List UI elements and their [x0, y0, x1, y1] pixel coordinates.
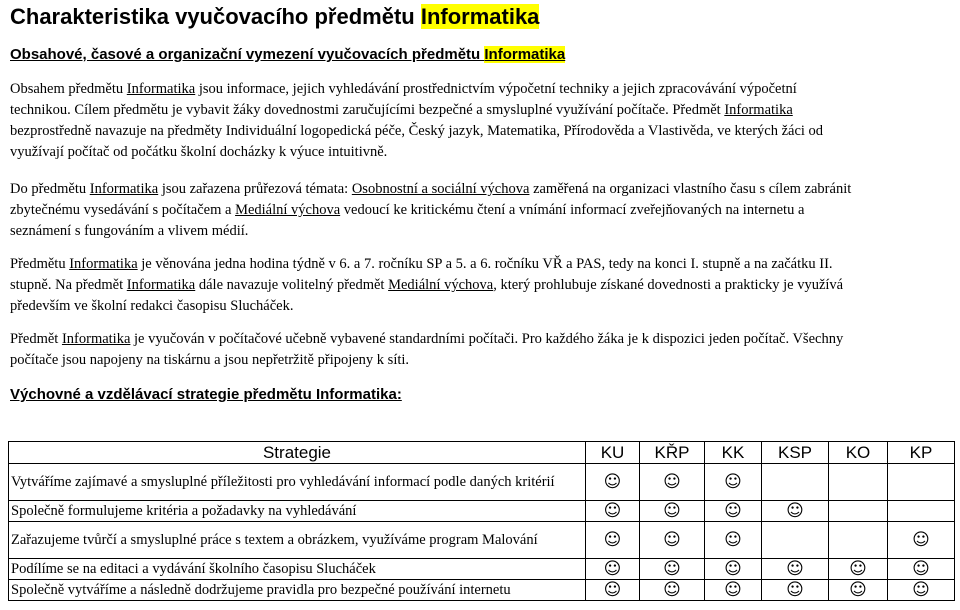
paragraph-cross-topics	[10, 179, 851, 242]
smiley-icon: ☺	[640, 522, 705, 559]
strategy-description: Zařazujeme tvůrčí a smysluplné práce s textem a obrázkem, využíváme program Malování	[9, 522, 586, 559]
smiley-icon: ☺	[762, 559, 829, 580]
smiley-icon: ☺	[640, 501, 705, 522]
header-strategie: Strategie	[9, 442, 586, 464]
paragraph-time-allocation	[10, 254, 843, 317]
empty-cell	[762, 522, 829, 559]
text-run: zaměřená na organizaci vlastního času s cílem zabránit	[529, 181, 852, 197]
header-krp: KŘP	[640, 442, 705, 464]
empty-cell	[829, 501, 888, 522]
link-informatika[interactable]: Informatika	[61, 331, 131, 347]
link-medialni-vychova[interactable]: Mediální výchova	[235, 202, 341, 218]
paragraph-line	[10, 200, 851, 221]
empty-cell	[762, 464, 829, 501]
section-heading-scope-highlight: Informatika	[484, 46, 566, 63]
paragraph-line: bezprostředně navazuje na předměty Individuální logopedická péče, Český jazyk, Matematika, Přírodověda a Vlastivěda, ve kterých žáci od	[10, 123, 824, 139]
table-row	[9, 559, 955, 580]
page-title-text: Charakteristika vyučovacího předmětu	[10, 4, 421, 29]
paragraph-line: především ve školní redakci časopisu Slucháček.	[10, 298, 294, 314]
paragraph-content	[10, 79, 823, 163]
smiley-icon: ☺	[888, 580, 955, 601]
empty-cell	[888, 464, 955, 501]
text-run: Obsahem předmětu	[10, 81, 127, 97]
text-run: jsou informace, jejich vyhledávání prostřednictvím výpočetní techniky a jejich zpracovávání výpočetní	[195, 81, 797, 97]
text-run: dále navazuje volitelný předmět	[195, 277, 389, 293]
smiley-icon: ☺	[586, 580, 640, 601]
text-run: vedoucí ke kritickému čtení a vnímání informací zveřejňovaných na internetu a	[340, 202, 805, 218]
text-run: jsou zařazena průřezová témata:	[158, 181, 352, 197]
strategy-table	[8, 441, 955, 601]
empty-cell	[829, 464, 888, 501]
header-kk: KK	[705, 442, 762, 464]
header-ku: KU	[586, 442, 640, 464]
smiley-icon: ☺	[586, 464, 640, 501]
text-run: , který prohlubuje získané dovednosti a prakticky je využívá	[493, 277, 844, 293]
paragraph-line: počítače jsou napojeny na tiskárnu a jsou nepřetržitě připojeny k síti.	[10, 352, 410, 368]
smiley-icon: ☺	[586, 522, 640, 559]
smiley-icon: ☺	[829, 559, 888, 580]
smiley-icon: ☺	[762, 501, 829, 522]
text-run: je vyučován v počítačové učebně vybavené standardními počítači. Pro každého žáka je k dispozici jeden počítač. Všechny	[130, 331, 844, 347]
table-header-row	[9, 442, 955, 464]
paragraph-line: seznámení s fungováním a vlivem médií.	[10, 223, 249, 239]
text-run: Předmět	[10, 331, 62, 347]
paragraph-classroom	[10, 329, 843, 371]
strategy-description: Společně formulujeme kritéria a požadavky na vyhledávání	[9, 501, 586, 522]
smiley-icon: ☺	[705, 580, 762, 601]
paragraph-line	[10, 254, 843, 275]
smiley-icon: ☺	[888, 559, 955, 580]
table-row	[9, 522, 955, 559]
smiley-icon: ☺	[705, 522, 762, 559]
paragraph-line: využívají počítač od počátku školní docházky k výuce intuitivně.	[10, 144, 388, 160]
section-heading-strategies: Výchovné a vzdělávací strategie předmětu Informatika:	[10, 386, 402, 403]
smiley-icon: ☺	[586, 559, 640, 580]
header-ksp: KSP	[762, 442, 829, 464]
link-informatika[interactable]: Informatika	[126, 277, 196, 293]
strategy-description: Vytváříme zajímavé a smysluplné příležitosti pro vyhledávání informací podle daných kritérií	[9, 464, 586, 501]
paragraph-line	[10, 275, 843, 296]
smiley-icon: ☺	[762, 580, 829, 601]
text-run: Do předmětu	[10, 181, 90, 197]
smiley-icon: ☺	[640, 580, 705, 601]
text-run: stupně. Na předmět	[10, 277, 127, 293]
smiley-icon: ☺	[640, 559, 705, 580]
smiley-icon: ☺	[705, 501, 762, 522]
page-title-highlight: Informatika	[420, 4, 540, 29]
smiley-icon: ☺	[705, 464, 762, 501]
table-row	[9, 501, 955, 522]
paragraph-line	[10, 329, 843, 350]
text-run: technikou. Cílem předmětu je vybavit žáky dovednostmi zaručujícími bezpečné a smysluplné využívání počítače. Předmět	[10, 102, 725, 118]
link-medialni-vychova[interactable]: Mediální výchova	[388, 277, 494, 293]
link-informatika[interactable]: Informatika	[89, 181, 159, 197]
smiley-icon: ☺	[829, 580, 888, 601]
table-row	[9, 580, 955, 601]
smiley-icon: ☺	[705, 559, 762, 580]
link-osobnostni-vychova[interactable]: Osobnostní a sociální výchova	[351, 181, 530, 197]
smiley-icon: ☺	[586, 501, 640, 522]
link-informatika[interactable]: Informatika	[724, 102, 793, 118]
text-run: Předmětu	[10, 256, 70, 272]
paragraph-line	[10, 79, 823, 100]
section-heading-scope-text: Obsahové, časové a organizační vymezení vyučovacích předmětu	[10, 46, 485, 63]
smiley-icon: ☺	[888, 522, 955, 559]
text-run: je věnována jedna hodina týdně v 6. a 7. ročníku SP a 5. a 6. ročníku VŘ a PAS, tedy na konci I. stupně a na začátku II.	[137, 256, 833, 272]
header-ko: KO	[829, 442, 888, 464]
paragraph-line	[10, 100, 823, 121]
empty-cell	[888, 501, 955, 522]
header-kp: KP	[888, 442, 955, 464]
strategy-description: Podílíme se na editaci a vydávání školního časopisu Slucháček	[9, 559, 586, 580]
smiley-icon: ☺	[640, 464, 705, 501]
text-run: zbytečnému vysedávání s počítačem a	[10, 202, 236, 218]
section-heading-scope	[10, 45, 565, 65]
empty-cell	[829, 522, 888, 559]
table-row	[9, 464, 955, 501]
link-informatika[interactable]: Informatika	[69, 256, 138, 272]
paragraph-line	[10, 179, 851, 200]
link-informatika[interactable]: Informatika	[126, 81, 196, 97]
strategy-description: Společně vytváříme a následně dodržujeme pravidla pro bezpečné používání internetu	[9, 580, 586, 601]
page-title	[10, 4, 539, 30]
